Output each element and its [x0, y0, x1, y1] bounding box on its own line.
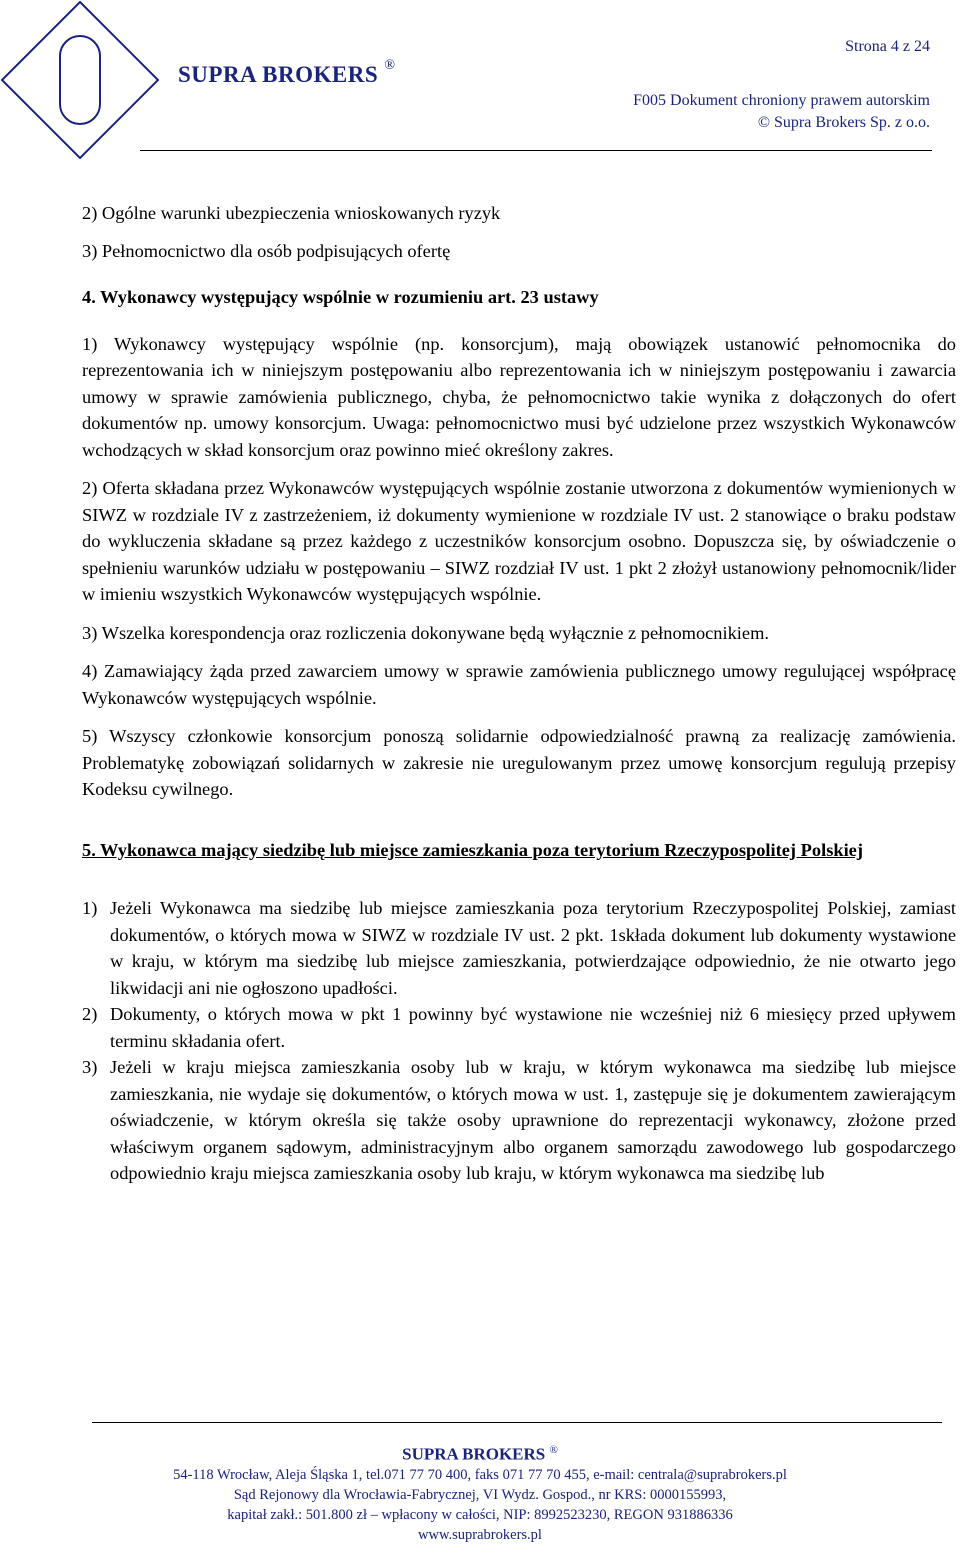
footer-brand-name: SUPRA BROKERS	[402, 1444, 546, 1464]
item-text: Jeżeli w kraju miejsca zamieszkania osoby lub w kraju, w którym wykonawca ma siedzibę lub miejsce zamieszkania, nie wydaje się dokumentów, o których mowa w ust. 1, zastępuje się je dokumentem zawierającym oświadczenie, w którym określa się także osoby uprawnione do reprezentacji wykonawcy, złożone przed właściwym organem sądowym, administracyjnym albo organem samorządu zawodowego lub gospodarczego odpowiednio kraju miejsca zamieszkania osoby lub kraju, w którym wykonawca ma siedzibę lub	[110, 1057, 956, 1183]
list-item: 3) Pełnomocnictwo dla osób podpisujących ofertę	[82, 240, 451, 261]
document-body	[82, 200, 956, 1187]
footer-divider	[92, 1422, 942, 1423]
section-5-item	[82, 895, 956, 1001]
item-text: Jeżeli Wykonawca ma siedzibę lub miejsce zamieszkania poza terytorium Rzeczypospolitej Polskiej, zamiast dokumentów, o których mowa w SIWZ w rozdziale IV ust. 2 pkt. 1składa dokument lub dokumenty wystawione w kraju, w którym ma siedzibę lub miejsce zamieszkania, potwierdzające odpowiednio, że nie otwarto jego likwidacji ani nie ogłoszono upadłości.	[110, 898, 956, 998]
footer-address: 54-118 Wrocław, Aleja Śląska 1, tel.071 77 70 400, faks 071 77 70 455, e-mail: centrala@suprabrokers.pl	[173, 1466, 787, 1483]
footer-website: www.suprabrokers.pl	[418, 1526, 542, 1543]
footer-registered-mark: ®	[549, 1444, 558, 1456]
header-doc-line2: © Supra Brokers Sp. z o.o.	[757, 114, 930, 131]
header-brand	[178, 58, 396, 88]
page-number: Strona 4 z 24	[845, 38, 930, 55]
section-4-paragraph: 2) Oferta składana przez Wykonawców występujących wspólnie zostanie utworzona z dokumentów wymienionych w SIWZ w rozdziale IV z zastrzeżeniem, iż dokumenty wymienione w rozdziale IV ust. 2 stanowiące o braku podstaw do wykluczenia składane są przez każdego z uczestników konsorcjum osobno. Dopuszcza się, by oświadczenie o spełnieniu warunków udziału w postępowaniu – SIWZ rozdział IV ust. 1 pkt 2 złożył ustanowiony pełnomocnik/lider w imieniu wszystkich Wykonawców występujących wspólnie.	[82, 478, 956, 604]
section-5-item	[82, 1001, 956, 1054]
footer-court: Sąd Rejonowy dla Wrocławia-Fabrycznej, VI Wydz. Gospod., nr KRS: 0000155993,	[233, 1486, 727, 1503]
section-5-list	[82, 895, 956, 1187]
item-number: 1)	[82, 898, 98, 918]
footer-brand	[0, 1440, 960, 1465]
section-4-paragraph: 4) Zamawiający żąda przed zawarciem umowy w sprawie zamówienia publicznego umowy regulującej współpracę Wykonawców występujących wspólnie.	[82, 661, 956, 708]
section-4-title: 4. Wykonawcy występujący wspólnie w rozumieniu art. 23 ustawy	[82, 287, 599, 307]
footer	[0, 1440, 960, 1545]
section-4-paragraph: 1) Wykonawcy występujący wspólnie (np. konsorcjum), mają obowiązek ustanowić pełnomocnika do reprezentowania ich w niniejszym postępowaniu albo reprezentowania ich w niniejszym postępowaniu i zawarcia umowy w sprawie zamówienia publicznego, chyba, że pełnomocnictwo takie wynika z dołączonych do ofert dokumentów np. umowy konsorcjum. Uwaga: pełnomocnictwo musi być udzielone przez wszystkich Wykonawców wchodzących w skład konsorcjum oraz powinno mieć określony zakres.	[82, 333, 956, 460]
section-5-item	[82, 1054, 956, 1187]
item-number: 3)	[82, 1057, 98, 1077]
item-text: Dokumenty, o których mowa w pkt 1 powinny być wystawione nie wcześniej niż 6 miesięcy przed upływem terminu składania ofert.	[110, 1004, 956, 1051]
list-item: 2) Ogólne warunki ubezpieczenia wnioskowanych ryzyk	[82, 203, 501, 223]
section-4-paragraph: 5) Wszyscy członkowie konsorcjum ponoszą solidarnie odpowiedzialność prawną za realizację zamówienia. Problematykę zobowiązań solidarnych w zakresie nie uregulowanym przez umowę konsorcjum regulują przepisy Kodeksu cywilnego.	[82, 726, 956, 799]
section-4-paragraph: 3) Wszelka korespondencja oraz rozliczenia dokonywane będą wyłącznie z pełnomocnikiem.	[82, 622, 769, 643]
supra-brokers-logo-icon	[0, 0, 170, 162]
header-divider	[140, 150, 932, 151]
header-brand-name: SUPRA BROKERS	[178, 62, 379, 87]
registered-mark: ®	[384, 58, 396, 73]
section-5-title: 5. Wykonawca mający siedzibę lub miejsce zamieszkania poza terytorium Rzeczypospolitej Polskiej	[82, 839, 863, 860]
header-doc-info	[633, 90, 930, 134]
item-number: 2)	[82, 1004, 98, 1024]
footer-capital: kapitał zakł.: 501.800 zł – wpłacony w całości, NIP: 8992523230, REGON 931886336	[227, 1506, 733, 1523]
header-doc-line1: F005 Dokument chroniony prawem autorskim	[633, 92, 930, 109]
